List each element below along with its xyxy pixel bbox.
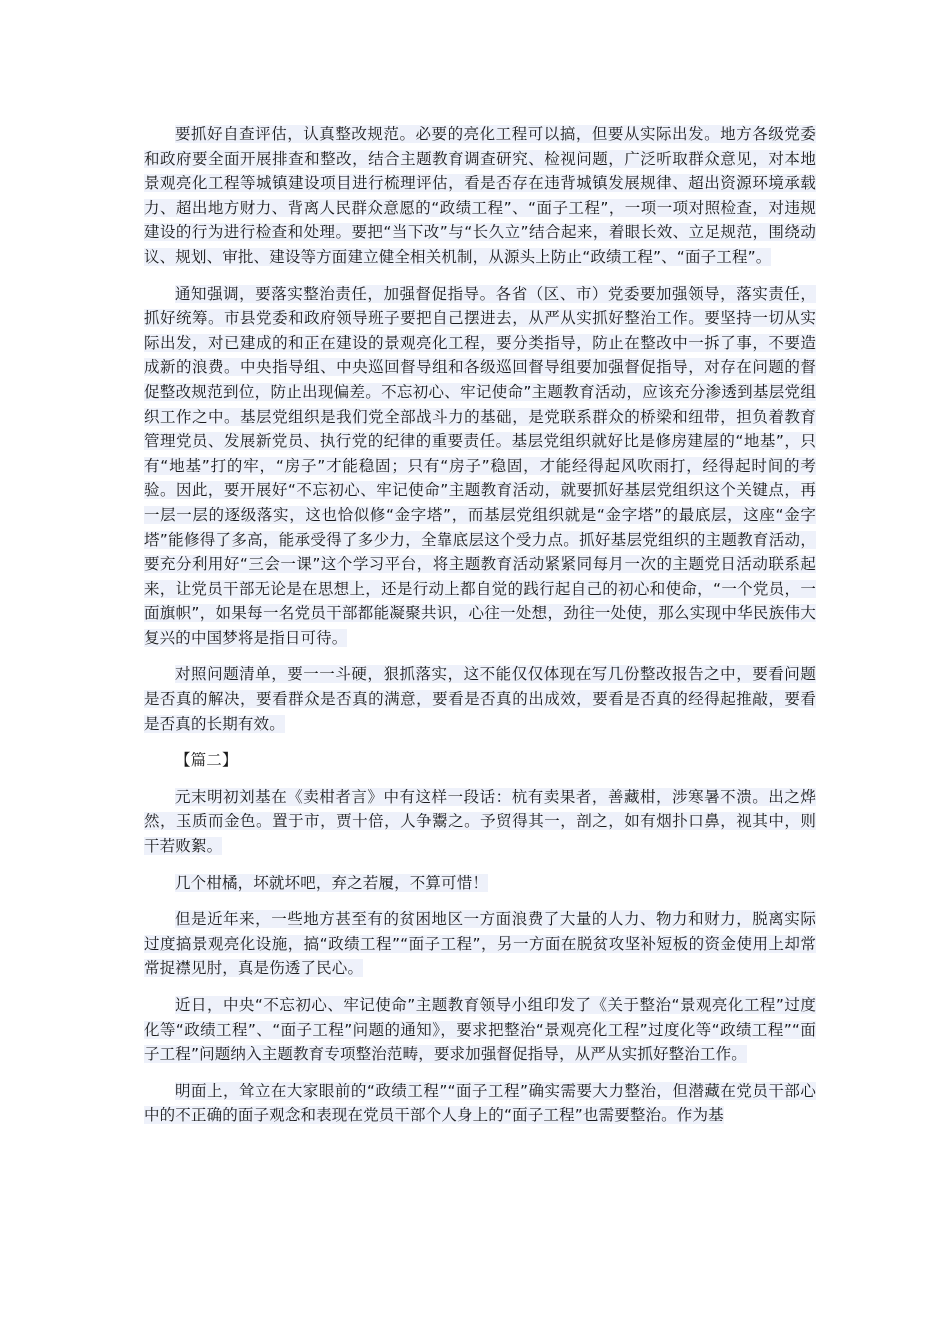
- paragraph-4-text: 元末明初刘基在《卖柑者言》中有这样一段话：杭有卖果者，善藏柑，涉寒暑不溃。出之烨然，玉质而金色。置于市，贾十倍，人争鬻之。予贸得其一，剖之，如有烟扑口鼻，视其中，则干若败絮。: [144, 787, 816, 856]
- paragraph-3-text: 对照问题清单，要一一斗硬，狠抓落实，这不能仅仅体现在写几份整改报告之中，要看问题是否真的解决，要看群众是否真的满意，要看是否真的出成效，要看是否真的经得起推敲，要看是否真的长期有效。: [144, 665, 816, 733]
- paragraph-6: [144, 907, 816, 981]
- paragraph-2: [144, 282, 816, 651]
- paragraph-7: [144, 993, 816, 1067]
- paragraph-3: [144, 662, 816, 736]
- paragraph-4: [144, 785, 816, 859]
- paragraph-5: [144, 871, 816, 896]
- section-heading-text: 【篇二】: [175, 751, 238, 770]
- paragraph-8: [144, 1079, 816, 1128]
- section-heading: [144, 748, 816, 773]
- paragraph-7-text: 近日，中央“不忘初心、牢记使命”主题教育领导小组印发了《关于整治“景观亮化工程”过度化等“政绩工程”、“面子工程”问题的通知》，要求把整治“景观亮化工程”过度化等“政绩工程”“面子工程”问题纳入主题教育专项整治范畴，要求加强督促指导，从严从实抓好整治工作。: [144, 996, 816, 1064]
- document-body: [144, 122, 816, 1140]
- paragraph-8-text: 明面上，耸立在大家眼前的“政绩工程”“面子工程”确实需要大力整治，但潜藏在党员干部心中的不正确的面子观念和表现在党员干部个人身上的“面子工程”也需要整治。作为基: [144, 1081, 816, 1125]
- paragraph-6-text: 但是近年来，一些地方甚至有的贫困地区一方面浪费了大量的人力、物力和财力，脱离实际过度搞景观亮化设施，搞“政绩工程”“面子工程”，另一方面在脱贫攻坚补短板的资金使用上却常常捉襟见肘，真是伤透了民心。: [144, 910, 816, 978]
- paragraph-1: [144, 122, 816, 270]
- paragraph-2-text: 通知强调，要落实整治责任，加强督促指导。各省（区、市）党委要加强领导，落实责任，抓好统筹。市县党委和政府领导班子要把自己摆进去，从严从实抓好整治工作。要坚持一切从实际出发，对已建成的和正在建设的景观亮化工程，要分类指导，防止在整改中一拆了事，不要造成新的浪费。中央指导组、中央巡回督导组和各级巡回督导组要加强督促指导，对存在问题的督促整改规范到位，防止出现偏差。不忘初心、牢记使命”主题教育活动，应该充分渗透到基层党组织工作之中。基层党组织是我们党全部战斗力的基础，是党联系群众的桥梁和纽带，担负着教育管理党员、发展新党员、执行党的纪律的重要责任。基层党组织就好比是修房建屋的“地基”，只有“地基”打的牢，“房子”才能稳固；只有“房子”稳固，才能经得起风吹雨打，经得起时间的考验。因此，要开展好“不忘初心、牢记使命”主题教育活动，就要抓好基层党组织这个关键点，再一层一层的逐级落实，这也恰似修“金字塔”，而基层党组织就是“金字塔”的最底层，这座“金字塔”能修得了多高，能承受得了多少力，全靠底层这个受力点。抓好基层党组织的主题教育活动，要充分利用好“三会一课”这个学习平台，将主题教育活动紧紧同每月一次的主题党日活动联系起来，让党员干部无论是在思想上，还是行动上都自觉的践行起自己的初心和使命，“一个党员，一面旗帜”，如果每一名党员干部都能凝聚共识，心往一处想，劲往一处使，那么实现中华民族伟大复兴的中国梦将是指日可待。: [144, 284, 816, 647]
- paragraph-1-text: 要抓好自查评估，认真整改规范。必要的亮化工程可以搞，但要从实际出发。地方各级党委和政府要全面开展排查和整改，结合主题教育调查研究、检视问题，广泛听取群众意见，对本地景观亮化工程等城镇建设项目进行梳理评估，看是否存在违背城镇发展规律、超出资源环境承载力、超出地方财力、背离人民群众意愿的“政绩工程”、“面子工程”，一项一项对照检查，对违规建设的行为进行检查和处理。要把“当下改”与“长久立”结合起来，着眼长效、立足规范，围绕动议、规划、审批、建设等方面建立健全相关机制，从源头上防止“政绩工程”、“面子工程”。: [144, 125, 816, 266]
- paragraph-5-text: 几个柑橘，坏就坏吧，弃之若履，不算可惜！: [175, 873, 489, 892]
